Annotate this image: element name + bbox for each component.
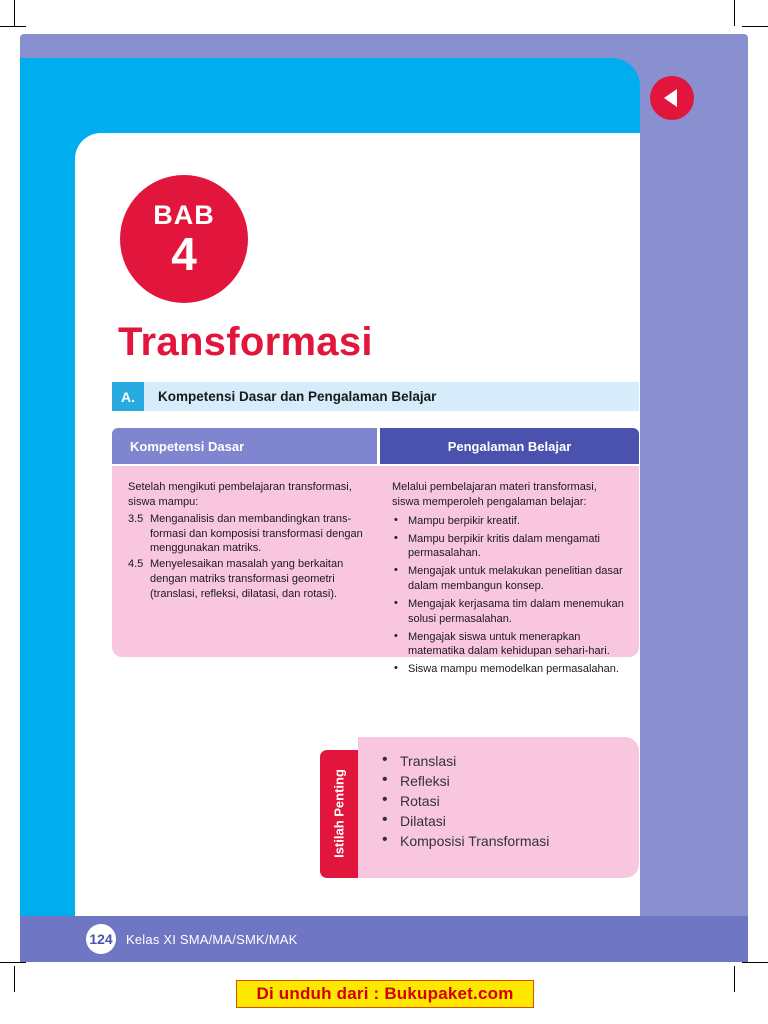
list-item: • Siswa mampu memodelkan permasalahan. — [392, 662, 627, 677]
triangle-left-icon — [664, 89, 677, 107]
crop-mark-top-right-v — [734, 0, 735, 26]
list-item: • Mengajak untuk melakukan penelitian dasar dalam membangun konsep. — [392, 564, 627, 594]
page-number: 124 — [86, 924, 116, 954]
table-header-pengalaman-belajar: Pengalaman Belajar — [380, 428, 639, 464]
table-header-kompetensi-dasar: Kompetensi Dasar — [112, 428, 377, 464]
crop-mark-bottom-right-v — [734, 966, 735, 992]
page-footer — [20, 916, 748, 962]
chapter-badge-word: BAB — [153, 199, 215, 230]
istilah-penting-list — [382, 753, 629, 849]
list-item: • Refleksi — [382, 773, 629, 789]
list-item: • Mampu berpikir kritis dalam mengamati permasalahan. — [392, 532, 627, 562]
crop-mark-top-left-h — [0, 26, 26, 27]
pengalaman-belajar-intro: Melalui pembelajaran materi transformasi, siswa memperoleh pengalaman belajar: — [392, 481, 597, 508]
list-item: • Mengajak siswa untuk menerapkan matematika dalam kehidupan sehari-hari. — [392, 630, 627, 660]
download-watermark — [236, 980, 534, 1008]
kompetensi-dasar-item — [128, 512, 372, 557]
section-heading: Kompetensi Dasar dan Pengalaman Belajar — [158, 389, 437, 404]
kompetensi-dasar-item — [128, 557, 372, 602]
list-item: • Translasi — [382, 753, 629, 769]
istilah-penting-box — [358, 737, 639, 878]
back-nav-button[interactable] — [650, 76, 694, 120]
list-item: • Mengajak kerjasama tim dalam menemukan solusi permasalahan. — [392, 597, 627, 627]
kompetensi-dasar-item-number: 3.5 — [128, 512, 144, 525]
list-item: • Rotasi — [382, 793, 629, 809]
list-item: • Dilatasi — [382, 813, 629, 829]
chapter-badge-number: 4 — [171, 227, 197, 280]
download-watermark-text: Di unduh dari : Bukupaket.com — [256, 984, 514, 1003]
pengalaman-belajar-column — [384, 466, 639, 676]
istilah-penting-tab-label: Istilah Penting — [331, 769, 347, 858]
crop-mark-top-right-h — [742, 26, 768, 27]
section-letter: A. — [112, 382, 144, 411]
footer-label: Kelas XI SMA/MA/SMK/MAK — [126, 931, 298, 947]
chapter-badge — [120, 175, 248, 303]
page-title: Transformasi — [118, 320, 373, 364]
pengalaman-belajar-list — [392, 514, 627, 677]
crop-mark-top-left-v — [14, 0, 15, 26]
list-item: • Komposisi Transformasi — [382, 833, 629, 849]
table-header-row — [112, 428, 639, 464]
kompetensi-dasar-column — [112, 466, 384, 657]
kompetensi-dasar-intro: Setelah mengikuti pembelajaran transformasi, siswa mampu: — [128, 481, 352, 508]
section-header — [112, 382, 639, 411]
istilah-penting-tab — [320, 750, 358, 878]
list-item: • Mampu berpikir kreatif. — [392, 514, 627, 529]
kompetensi-dasar-item-text: Menganalisis dan membandingkan trans-formasi dan komposisi transformasi dengan menggunakan matriks. — [150, 512, 363, 555]
crop-mark-bottom-left-v — [14, 966, 15, 992]
table-body — [112, 466, 639, 676]
kompetensi-dasar-item-number: 4.5 — [128, 558, 144, 571]
crop-mark-bottom-left-h — [0, 962, 26, 963]
crop-mark-bottom-right-h — [742, 962, 768, 963]
kompetensi-dasar-item-text: Menyelesaikan masalah yang berkaitan dengan matriks transformasi geometri (translasi, refleksi, dilatasi, dan rotasi). — [150, 558, 344, 600]
